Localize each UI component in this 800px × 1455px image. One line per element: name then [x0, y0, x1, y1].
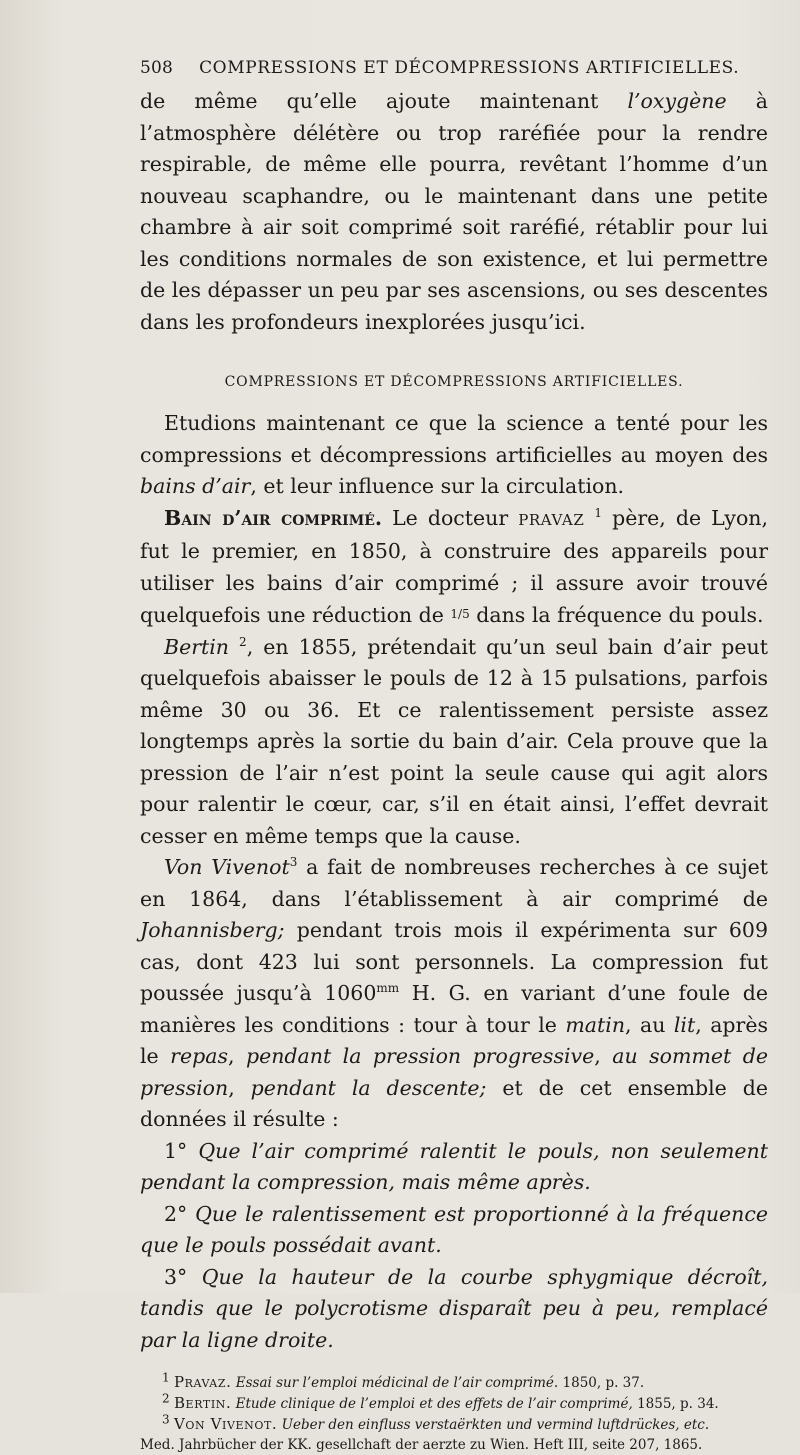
footnote-author: Pravaz. — [173, 1373, 232, 1391]
italic-term: pendant la pression progressive — [245, 1044, 595, 1068]
paragraph-studies — [140, 408, 768, 503]
text: et de cet ensemble de données il résulte : — [140, 1075, 768, 1131]
italic-term: matin — [565, 1012, 626, 1037]
conclusion-2 — [140, 1199, 768, 1262]
text: a fait de nombreuses recherches à ce sujet en 1864, dans l’établissement à air comprimé de — [140, 855, 768, 911]
place-name: Johannisberg; — [140, 918, 285, 942]
text: père, de Lyon, fut le premier, en 1850, à construire des appareils pour utiliser les bains d’air comprimé ; il assure avoir trouvé quelquefois une réduction de — [140, 505, 769, 627]
footnote-number: 3 — [162, 1412, 170, 1427]
paragraph-intro — [140, 86, 768, 338]
text: , — [228, 1075, 251, 1100]
footnote-title: Ueber den einfluss verstaërkten und vermind luftdrückes, etc. — [281, 1417, 710, 1433]
unit-superscript: mm — [376, 981, 400, 996]
text: , en 1855, prétendait qu’un seul bain d’air peut quelquefois abaisser le pouls de 12 à 15 pulsations, parfois même 30 ou 36. Et ce ralentissement persiste assez longtemps après la sortie du bain d’air. Cela prouve que la pression de l’air n’est point la seule cause qui agit alors pour ralentir le cœur, car, s’il en était ainsi, l’effet devrait cesser en même temps que la cause. — [140, 634, 768, 848]
conclusion-1 — [140, 1136, 768, 1199]
footnote-title: Etude clinique de l’emploi et des effets de l’air comprimé, — [235, 1396, 633, 1412]
running-head — [140, 58, 768, 78]
footnote-3-continuation: Med. Jahrbücher der KK. gesellchaft der aerzte zu Wien. Heft III, seite 207, 1865. — [140, 1437, 703, 1453]
section-heading: COMPRESSIONS ET DÉCOMPRESSIONS ARTIFICIELLES. — [224, 374, 684, 390]
text: , — [227, 1044, 246, 1068]
text: , après le — [140, 1012, 768, 1068]
author-name: Von Vivenot — [164, 855, 290, 879]
footnote-ref: 1 — [594, 505, 603, 520]
text: , et leur influence sur la circulation. — [250, 474, 625, 498]
italic-term: pendant la descente; — [250, 1075, 487, 1100]
footnote-number: 2 — [162, 1391, 170, 1406]
italic-term: lit — [673, 1012, 696, 1037]
author-name: PRAVAZ — [518, 510, 585, 529]
paragraph-vivenot — [140, 852, 768, 1136]
text: Etudions maintenant ce que la science a tenté pour les compressions et décompressions artificielles au moyen des — [140, 411, 768, 467]
footnote-author: Von Vivenot. — [173, 1415, 278, 1433]
paragraph-pravaz — [140, 503, 768, 632]
fraction: 1/5 — [450, 607, 470, 621]
footnote-author: Bertin. — [173, 1394, 232, 1412]
footnote-title: Essai sur l’emploi médicinal de l’air comprimé. — [235, 1375, 559, 1391]
footnotes — [140, 1372, 768, 1455]
conclusion-text: Que le ralentissement est proportionné à la fréquence que le pouls possédait avant. — [140, 1201, 768, 1257]
italic-term: au sommet de pression — [140, 1044, 768, 1100]
text: pendant trois mois il expérimenta sur 609 cas, dont 423 lui sont personnels. La compression fut poussée jusqu’à 1060 — [140, 918, 768, 1005]
footnote-1 — [140, 1372, 768, 1393]
running-title: COMPRESSIONS ET DÉCOMPRESSIONS ARTIFICIELLES. — [199, 58, 740, 78]
footnote-2 — [140, 1393, 768, 1414]
text: à l’atmosphère délétère ou trop raréfiée pour la rendre respirable, de même elle pourra, revêtant l’homme d’un nouveau scaphandre, ou le maintenant dans une petite chambre à air soit comprimé soit raréfié, rétablir pour lui les conditions normales de son existence, et lui permettre de les dépasser un peu par ses ascensions, ou ses descentes dans les profondeurs inexplorées jusqu’ici. — [140, 89, 768, 334]
paragraph-bertin — [140, 632, 768, 853]
footnote-number: 1 — [162, 1370, 170, 1385]
text: Le docteur — [382, 505, 519, 530]
footnote-details: 1850, p. 37. — [558, 1375, 645, 1391]
conclusion-number: 1° — [164, 1138, 188, 1163]
text: dans la fréquence du pouls. — [469, 603, 764, 627]
text: H. G. en variant d’une foule de manières les conditions : tour à tour le — [140, 981, 768, 1037]
page-number: 508 — [140, 58, 174, 78]
conclusion-3 — [140, 1262, 768, 1357]
footnote-ref: 2 — [239, 634, 247, 649]
conclusion-number: 2° — [164, 1201, 188, 1226]
text: de même qu’elle ajoute maintenant — [140, 89, 628, 113]
conclusion-text: Que la hauteur de la courbe sphygmique décroît, tandis que le polycrotisme disparaît peu à peu, remplacé par la ligne droite. — [140, 1264, 768, 1352]
text: , — [594, 1044, 613, 1068]
italic-term: l’oxygène — [627, 89, 727, 113]
footnote-3 — [140, 1414, 768, 1435]
footnote-ref: 3 — [289, 855, 298, 870]
author-name: Bertin — [164, 634, 229, 659]
conclusion-text: Que l’air comprimé ralentit le pouls, non seulement pendant la compression, mais même après. — [140, 1138, 768, 1194]
italic-term: bains d’air — [140, 474, 251, 498]
conclusion-number: 3° — [164, 1264, 188, 1289]
italic-term: repas — [170, 1044, 228, 1068]
footnote-details: 1855, p. 34. — [632, 1396, 719, 1412]
run-in-heading: Bain d’air comprimé. — [164, 505, 383, 530]
text: , au — [625, 1012, 674, 1037]
